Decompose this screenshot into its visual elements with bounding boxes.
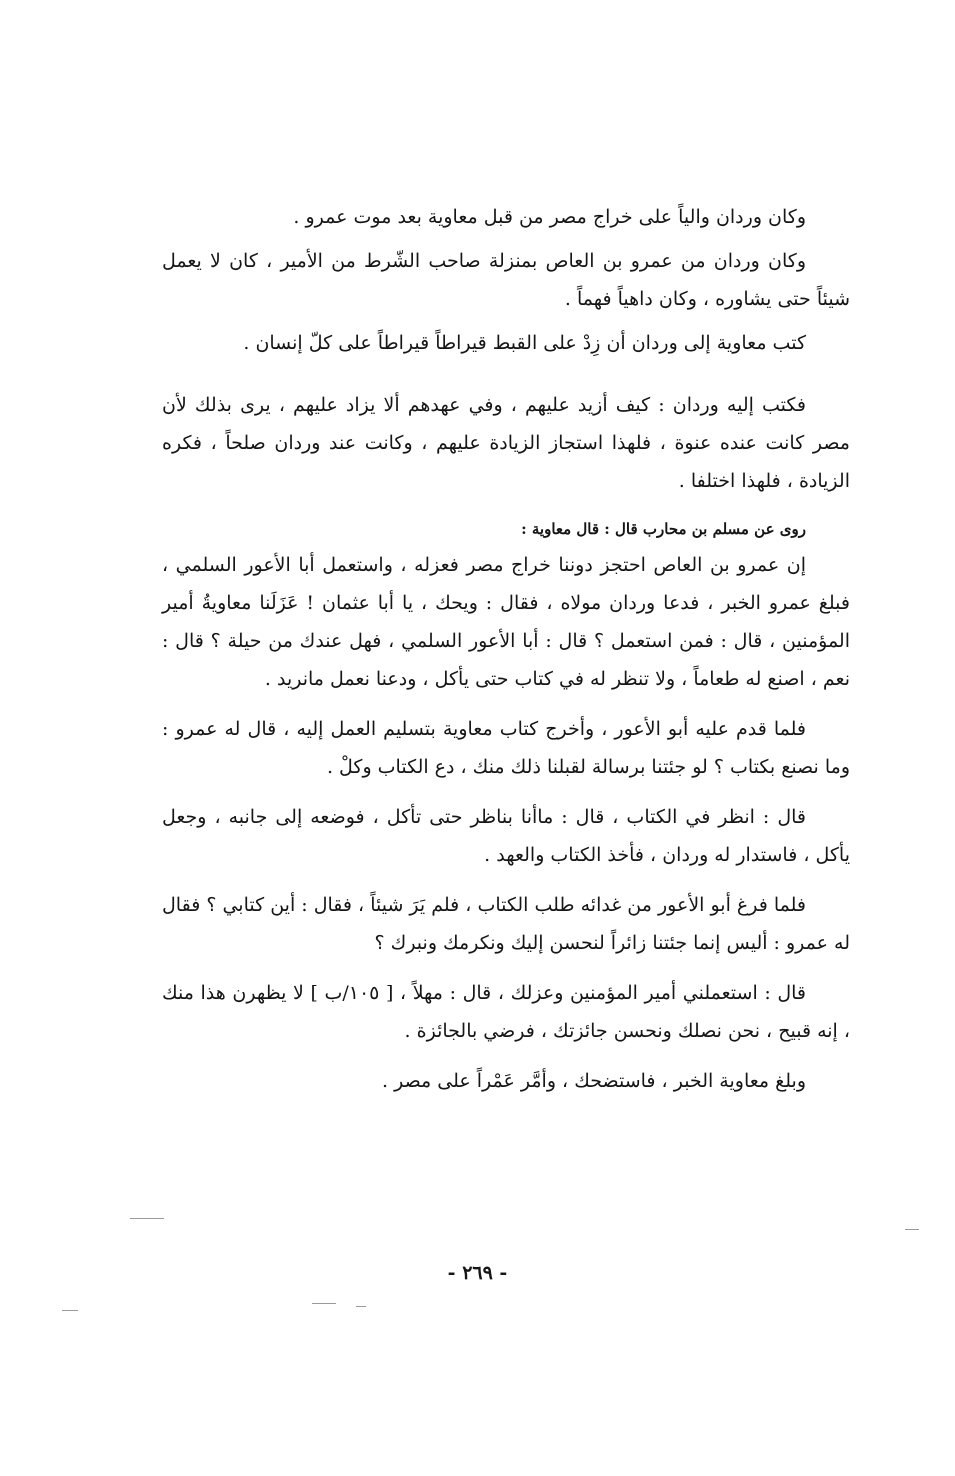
narration-heading: روى عن مسلم بن محارب قال : قال معاوية : (521, 520, 806, 538)
scan-mark (62, 1310, 78, 1311)
page-number: - ٢٦٩ - (447, 1262, 508, 1284)
paragraph-8: فلما فرغ أبو الأعور من غدائه طلب الكتاب ، فلم يَرَ شيئاً ، فقال : أين كتابي ؟ فقال له عمرو : أليس إنما جئتنا زائراً لنحسن إليك ونكرمك ونبرك ؟ (162, 894, 850, 954)
scan-mark (312, 1303, 336, 1304)
scan-mark (905, 1229, 919, 1230)
paragraph-9: قال : استعملني أمير المؤمنين وعزلك ، قال : مهلاً ، [ ١٠٥/ب ] لا يظهرن هذا منك ، إنه قبيح ، نحن نصلك ونحسن جائزتك ، فرضي بالجائزة . (162, 982, 850, 1042)
body-text (162, 198, 850, 1112)
paragraph-3: كتب معاوية إلى وردان أن زِدْ على القبط قيراطاً قيراطاً على كلّ إنسان . (243, 332, 806, 354)
paragraph-4: فكتب إليه وردان : كيف أزيد عليهم ، وفي عهدهم ألا يزاد عليهم ، يرى بذلك لأن مصر كانت عنده عنوة ، فلهذا استجاز الزيادة عليهم ، وكانت عند وردان صلحاً ، فكره الزيادة ، فلهذا اختلفا . (162, 394, 850, 492)
scan-mark (356, 1306, 366, 1307)
paragraph-5: إن عمرو بن العاص احتجز دوننا خراج مصر فعزله ، واستعمل أبا الأعور السلمي ، فبلغ عمرو الخبر ، فدعا وردان مولاه ، فقال : ويحك ، يا أبا عثمان ! عَزَلَنا معاويةُ أمير المؤمنين ، قال : فمن استعمل ؟ قال : أبا الأعور السلمي ، فهل عندك من حيلة ؟ قال : نعم ، اصنع له طعاماً ، ولا تنظر له في كتاب حتى يأكل ، ودعنا نعمل مانريد . (162, 554, 850, 690)
paragraph-2: وكان وردان من عمرو بن العاص بمنزلة صاحب الشّرط من الأمير ، كان لا يعمل شيئاً حتى يشاوره ، وكان داهياً فهماً . (162, 250, 850, 310)
paragraph-10: وبلغ معاوية الخبر ، فاستضحك ، وأمَّر عَمْراً على مصر . (382, 1070, 806, 1092)
paragraph-1: وكان وردان والياً على خراج مصر من قبل معاوية بعد موت عمرو . (293, 206, 806, 228)
scan-mark (130, 1218, 164, 1219)
paragraph-7: قال : انظر في الكتاب ، قال : ماأنا بناظر حتى تأكل ، فوضعه إلى جانبه ، وجعل يأكل ، فاستدار له وردان ، فأخذ الكتاب والعهد . (162, 806, 850, 866)
paragraph-6: فلما قدم عليه أبو الأعور ، وأخرج كتاب معاوية بتسليم العمل إليه ، قال له عمرو : وما نصنع بكتاب ؟ لو جئتنا برسالة لقبلنا ذلك منك ، دع الكتاب وكلْ . (162, 718, 850, 778)
